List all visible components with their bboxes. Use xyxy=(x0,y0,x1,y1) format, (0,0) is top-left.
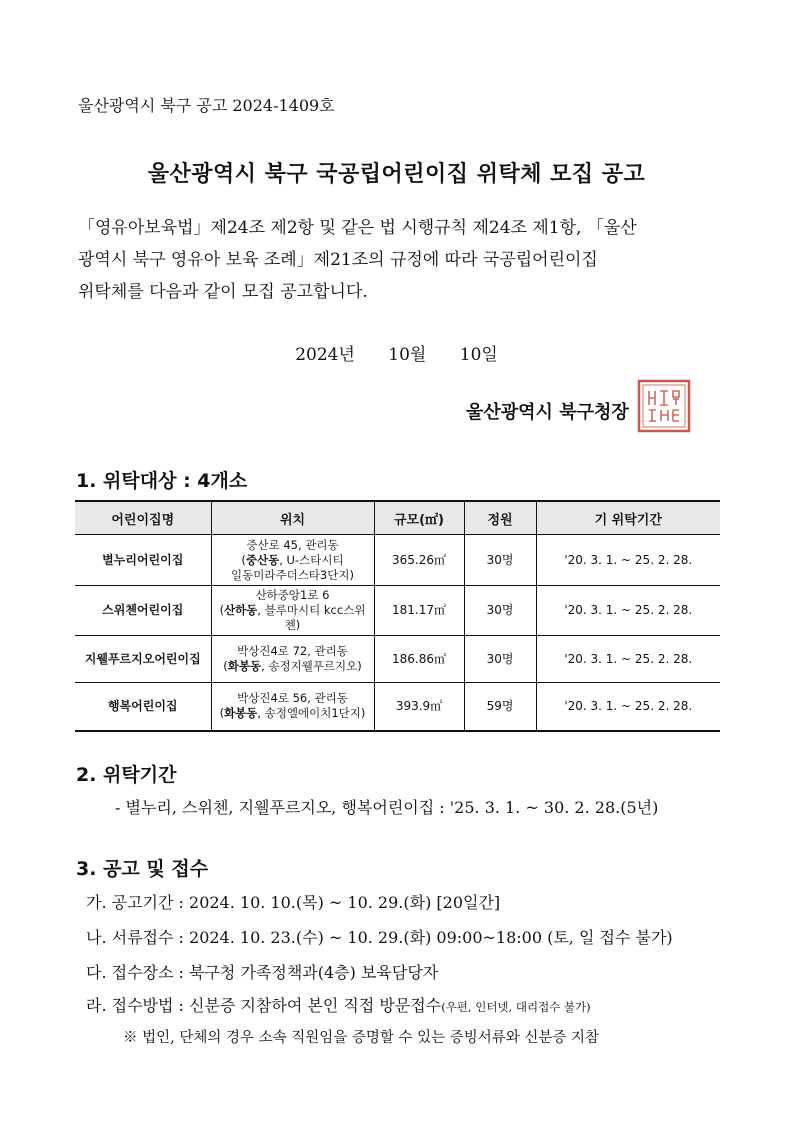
column-header: 어린이집명 xyxy=(75,501,211,535)
date-month: 10월 xyxy=(388,345,427,365)
date-year: 2024년 xyxy=(295,345,355,365)
page-title: 울산광역시 북구 국공립어린이집 위탁체 모집 공고 xyxy=(147,162,646,187)
column-header: 위치 xyxy=(211,501,374,535)
list-item: 다. 접수장소 : 북구청 가족정책과(4층) 보육담당자 xyxy=(86,963,439,982)
column-header: 규모(㎡) xyxy=(374,501,464,535)
daycare-location: 중산로 45, 관리동 (중산동, U-스타시티 일동미라주더스타3단지) xyxy=(211,535,374,586)
entrust-target-table xyxy=(75,500,720,732)
daycare-size: 186.86㎡ xyxy=(374,636,464,683)
daycare-size: 393.9㎡ xyxy=(374,683,464,731)
intro-line-3: 위탁체를 다음과 같이 모집 공고합니다. xyxy=(78,282,368,302)
list-item: 라. 접수방법 : 신분증 지참하여 본인 직접 방문접수(우편, 인터넷, 대리접수 불가) xyxy=(86,996,591,1015)
daycare-size: 365.26㎡ xyxy=(374,535,464,586)
daycare-period: '20. 3. 1. ~ 25. 2. 28. xyxy=(536,683,720,731)
table-row xyxy=(75,636,720,683)
table-row xyxy=(75,683,720,731)
table-row xyxy=(75,535,720,586)
issuer: 울산광역시 북구청장 xyxy=(466,402,629,423)
entrust-period-line: - 별누리, 스위첸, 지웰푸르지오, 행복어린이집 : '25. 3. 1. ~ 30. 2. 28.(5년) xyxy=(115,798,659,817)
daycare-capacity: 59명 xyxy=(464,683,536,731)
section-3-heading: 3. 공고 및 접수 xyxy=(76,858,209,880)
intro-line-2: 광역시 북구 영유아 보육 조례」제21조의 규정에 따라 국공립어린이집 xyxy=(78,250,598,270)
column-header: 기 위탁기간 xyxy=(536,501,720,535)
daycare-name: 별누리어린이집 xyxy=(75,535,211,586)
daycare-period: '20. 3. 1. ~ 25. 2. 28. xyxy=(536,535,720,586)
table-row xyxy=(75,586,720,636)
daycare-capacity: 30명 xyxy=(464,636,536,683)
column-header: 정원 xyxy=(464,501,536,535)
section-1-heading: 1. 위탁대상 : 4개소 xyxy=(76,470,248,492)
notice-date xyxy=(0,340,793,365)
list-item: 가. 공고기간 : 2024. 10. 10.(목) ~ 10. 29.(화) [20일간] xyxy=(86,893,501,912)
daycare-name: 지웰푸르지오어린이집 xyxy=(75,636,211,683)
daycare-name: 스위첸어린이집 xyxy=(75,586,211,636)
daycare-location: 박상진4로 56, 관리동 (화봉동, 송정엘에이치1단지) xyxy=(211,683,374,731)
daycare-period: '20. 3. 1. ~ 25. 2. 28. xyxy=(536,586,720,636)
daycare-size: 181.17㎡ xyxy=(374,586,464,636)
daycare-capacity: 30명 xyxy=(464,586,536,636)
official-seal-icon xyxy=(637,379,691,433)
requirement-note: ※ 법인, 단체의 경우 소속 직원임을 증명할 수 있는 증빙서류와 신분증 지참 xyxy=(123,1030,600,1046)
daycare-name: 행복어린이집 xyxy=(75,683,211,731)
intro-line-1: 「영유아보육법」제24조 제2항 및 같은 법 시행규칙 제24조 제1항, 「울산 xyxy=(78,218,637,238)
daycare-location: 박상진4로 72, 관리동 (화봉동, 송정지웰푸르지오) xyxy=(211,636,374,683)
daycare-location: 산하중앙1로 6 (산하동, 블루마시티 kcc스위첸) xyxy=(211,586,374,636)
date-day: 10일 xyxy=(459,345,498,365)
daycare-period: '20. 3. 1. ~ 25. 2. 28. xyxy=(536,636,720,683)
notice-number: 울산광역시 북구 공고 2024-1409호 xyxy=(78,96,335,115)
section-2-heading: 2. 위탁기간 xyxy=(76,764,177,786)
table-header-row xyxy=(75,501,720,535)
daycare-capacity: 30명 xyxy=(464,535,536,586)
list-item: 나. 서류접수 : 2024. 10. 23.(수) ~ 10. 29.(화) 09:00~18:00 (토, 일 접수 불가) xyxy=(86,928,673,947)
